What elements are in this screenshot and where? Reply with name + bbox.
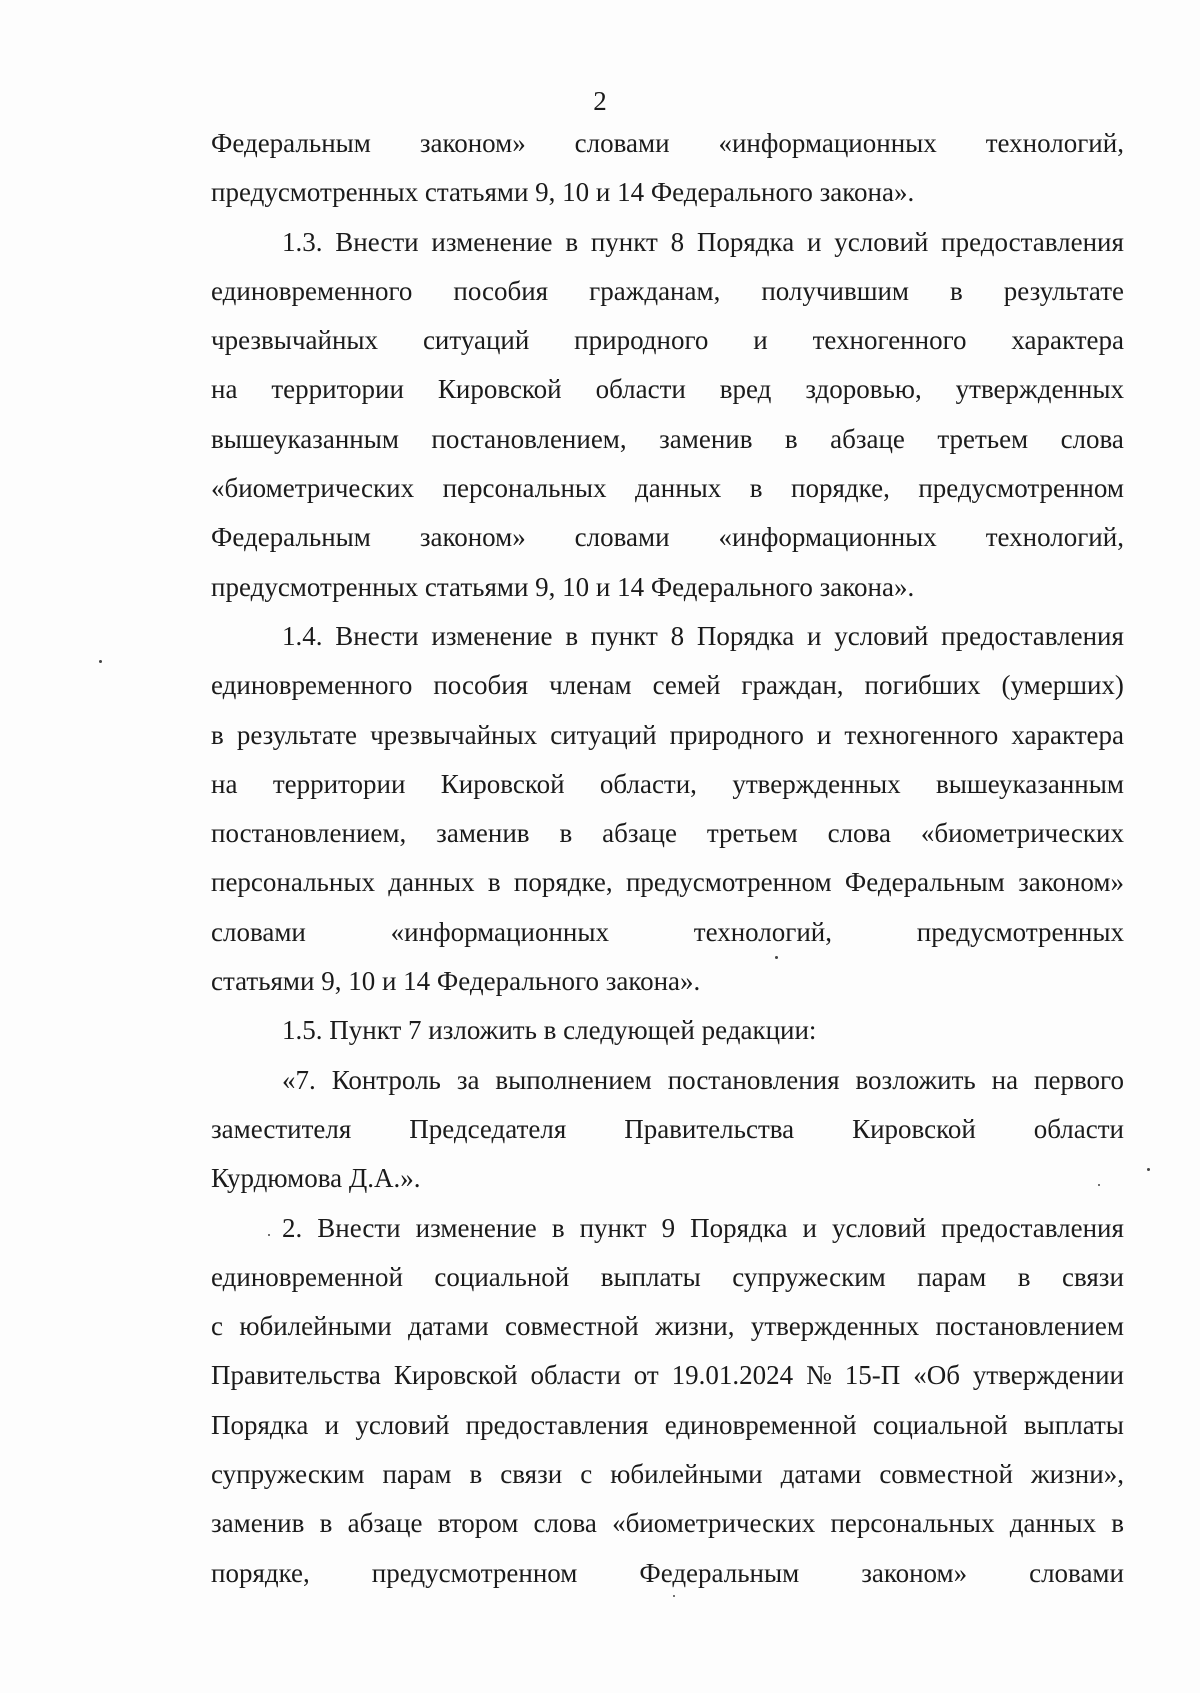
word: и bbox=[802, 1212, 817, 1243]
word: слова bbox=[533, 1508, 597, 1539]
text-line bbox=[211, 809, 1124, 858]
word: и bbox=[816, 719, 832, 750]
word: гражданам, bbox=[589, 275, 721, 306]
word: утвержденных bbox=[955, 374, 1124, 405]
word: на bbox=[991, 1064, 1019, 1095]
word: Кировской bbox=[440, 768, 565, 799]
word: персональных bbox=[830, 1508, 995, 1539]
word: единовременной bbox=[664, 1409, 857, 1440]
word: погибших bbox=[864, 670, 981, 701]
word: законом» bbox=[861, 1557, 968, 1588]
word: в bbox=[319, 1508, 333, 1539]
word: единовременного bbox=[211, 275, 413, 306]
word: «информационных bbox=[390, 916, 609, 947]
word: Порядка bbox=[696, 226, 795, 257]
word: словами bbox=[574, 128, 670, 158]
scan-speck bbox=[99, 660, 102, 663]
word: парам bbox=[382, 1459, 452, 1490]
word: условий bbox=[834, 620, 929, 651]
word: заменив bbox=[436, 818, 530, 849]
text-line bbox=[211, 1204, 1124, 1253]
word: порядке, bbox=[791, 473, 890, 504]
word: в bbox=[1111, 1508, 1124, 1539]
word: (умерших) bbox=[1001, 670, 1124, 701]
text-line bbox=[211, 1302, 1124, 1351]
word: первого bbox=[1034, 1064, 1124, 1095]
text-line bbox=[211, 1056, 1124, 1105]
word: выплаты bbox=[600, 1261, 701, 1292]
word: связи bbox=[500, 1459, 563, 1490]
word: третьем bbox=[937, 423, 1029, 454]
word: жизни», bbox=[1031, 1459, 1124, 1490]
word: результате bbox=[236, 719, 357, 750]
word: Федеральным bbox=[844, 867, 1005, 898]
word: в bbox=[211, 719, 224, 750]
word: техногенного bbox=[844, 719, 999, 750]
word: территории bbox=[272, 768, 406, 799]
word: ситуаций bbox=[550, 719, 657, 750]
word: в bbox=[551, 1212, 565, 1243]
word: и bbox=[807, 620, 822, 651]
word: абзаце bbox=[830, 423, 905, 454]
word: области bbox=[530, 1360, 621, 1391]
word: постановлением, bbox=[211, 818, 407, 849]
word: предусмотренном bbox=[371, 1557, 578, 1588]
word: данных bbox=[1009, 1508, 1096, 1539]
text-line bbox=[211, 267, 1124, 316]
word: области bbox=[595, 374, 686, 405]
word: Порядка bbox=[690, 1212, 788, 1243]
word: природного bbox=[574, 325, 709, 356]
word: законом» bbox=[1018, 867, 1124, 898]
word: предоставления bbox=[941, 226, 1124, 257]
word: Внести bbox=[317, 1212, 401, 1243]
word: единовременной bbox=[211, 1261, 403, 1292]
text-line bbox=[211, 365, 1124, 414]
word: Внести bbox=[335, 620, 419, 651]
word: технологий, bbox=[985, 128, 1124, 158]
word: Федеральным bbox=[211, 128, 371, 158]
word: членам bbox=[549, 670, 632, 701]
word: заменив bbox=[659, 423, 753, 454]
word: в bbox=[784, 423, 798, 454]
word: вред bbox=[719, 374, 772, 405]
text-line: 1.5. Пункт 7 изложить в следующей редакции: bbox=[282, 1015, 817, 1046]
word: Кировской bbox=[393, 1360, 518, 1391]
word: Федеральным bbox=[211, 522, 371, 553]
word: Контроль bbox=[331, 1064, 441, 1095]
word: выполнением bbox=[495, 1064, 652, 1095]
word: с bbox=[211, 1311, 223, 1342]
text-line bbox=[211, 858, 1124, 907]
word: словами bbox=[574, 522, 670, 553]
word: порядке, bbox=[211, 1557, 310, 1588]
word: граждан, bbox=[741, 670, 844, 701]
word: «биометрических bbox=[612, 1508, 816, 1539]
word: 9 bbox=[661, 1212, 676, 1243]
word: и bbox=[753, 325, 768, 356]
word: Кировской bbox=[437, 374, 562, 405]
word: техногенного bbox=[812, 325, 967, 356]
word: «биометрических bbox=[211, 473, 415, 504]
word: социальной bbox=[434, 1261, 570, 1292]
word: предоставления bbox=[465, 1409, 649, 1440]
word: вышеуказанным bbox=[211, 423, 399, 454]
word: области bbox=[1033, 1113, 1124, 1144]
word: связи bbox=[1062, 1261, 1124, 1292]
word: 19.01.2024 bbox=[671, 1360, 794, 1391]
word: юбилейными bbox=[610, 1459, 763, 1490]
word: от bbox=[633, 1360, 659, 1391]
word: и bbox=[324, 1409, 340, 1440]
word: вышеуказанным bbox=[936, 768, 1124, 799]
word: в bbox=[1017, 1261, 1031, 1292]
word: «информационных bbox=[718, 522, 937, 553]
text-line bbox=[211, 415, 1124, 464]
word: законом» bbox=[419, 522, 526, 553]
scan-speck bbox=[1098, 1184, 1100, 1186]
page-number: 2 bbox=[593, 86, 607, 116]
word: данных bbox=[388, 867, 475, 898]
word: совместной bbox=[879, 1459, 1014, 1490]
word: слова bbox=[827, 818, 891, 849]
word: третьем bbox=[706, 818, 798, 849]
word: жизни, bbox=[655, 1311, 735, 1342]
word: утверждении bbox=[972, 1360, 1124, 1391]
word: технологий, bbox=[985, 522, 1124, 553]
word: супружеским bbox=[732, 1261, 886, 1292]
word: Внести bbox=[335, 226, 419, 257]
word: персональных bbox=[211, 867, 375, 898]
text-line bbox=[211, 513, 1124, 562]
word: в bbox=[559, 818, 573, 849]
word: пособия bbox=[433, 670, 529, 701]
text-line: предусмотренных статьями 9, 10 и 14 Федерального закона». bbox=[211, 177, 915, 208]
word: постановления bbox=[667, 1064, 840, 1095]
word: чрезвычайных bbox=[211, 325, 379, 356]
word: на bbox=[211, 768, 238, 799]
word: Правительства bbox=[211, 1360, 381, 1391]
text-line: статьями 9, 10 и 14 Федерального закона». bbox=[211, 966, 701, 997]
text-line bbox=[211, 760, 1124, 809]
word: ситуаций bbox=[422, 325, 530, 356]
word: условий bbox=[832, 1212, 927, 1243]
word: чрезвычайных bbox=[370, 719, 538, 750]
word: природного bbox=[669, 719, 804, 750]
word: 1.4. bbox=[282, 620, 323, 651]
word: в bbox=[950, 275, 963, 306]
word: условий bbox=[834, 226, 929, 257]
text-line bbox=[211, 1105, 1124, 1154]
word: 1.3. bbox=[282, 226, 323, 257]
word: словами bbox=[211, 916, 306, 947]
word: супружеским bbox=[211, 1459, 365, 1490]
word: втором bbox=[437, 1508, 519, 1539]
word: с bbox=[580, 1459, 593, 1490]
word: пункт bbox=[579, 1212, 647, 1243]
word: парам bbox=[917, 1261, 987, 1292]
word: изменение bbox=[431, 620, 553, 651]
word: № bbox=[806, 1360, 832, 1391]
word: предоставления bbox=[941, 1212, 1124, 1243]
word: «биометрических bbox=[920, 818, 1124, 849]
text-line bbox=[211, 464, 1124, 513]
text-line bbox=[211, 316, 1124, 365]
word: персональных bbox=[442, 473, 607, 504]
word: Правительства bbox=[624, 1113, 795, 1144]
word: единовременного bbox=[211, 670, 413, 701]
word: предусмотренном bbox=[625, 867, 832, 898]
word: утвержденных bbox=[732, 768, 901, 799]
text-line bbox=[211, 1351, 1124, 1400]
word: постановлением, bbox=[431, 423, 627, 454]
text-line bbox=[211, 908, 1124, 957]
word: условий bbox=[355, 1409, 450, 1440]
word: получившим bbox=[761, 275, 910, 306]
word: и bbox=[807, 226, 822, 257]
text-line bbox=[211, 711, 1124, 760]
word: заместителя bbox=[211, 1113, 352, 1144]
word: предусмотренных bbox=[916, 916, 1124, 947]
word: заменив bbox=[211, 1508, 305, 1539]
word: Порядка bbox=[696, 620, 795, 651]
word: совместной bbox=[505, 1311, 639, 1342]
word: 8 bbox=[670, 226, 685, 257]
word: характера bbox=[1011, 325, 1124, 356]
word: возложить bbox=[855, 1064, 976, 1095]
scan-speck bbox=[673, 1595, 675, 1597]
word: Кировской bbox=[852, 1113, 976, 1144]
text-line bbox=[211, 1450, 1124, 1499]
scan-speck bbox=[268, 1234, 270, 1236]
word: 8 bbox=[670, 620, 685, 651]
word: 2. bbox=[282, 1212, 303, 1243]
word: здоровью, bbox=[805, 374, 922, 405]
word: предоставления bbox=[941, 620, 1124, 651]
word: за bbox=[456, 1064, 480, 1095]
word: на bbox=[211, 374, 238, 405]
word: 15-П bbox=[844, 1360, 901, 1391]
word: в bbox=[749, 473, 763, 504]
word: семей bbox=[652, 670, 721, 701]
word: в bbox=[565, 226, 579, 257]
word: утвержденных bbox=[750, 1311, 920, 1342]
word: датами bbox=[408, 1311, 489, 1342]
word: выплаты bbox=[1023, 1409, 1124, 1440]
word: предусмотренном bbox=[918, 473, 1124, 504]
word: характера bbox=[1011, 719, 1124, 750]
word: словами bbox=[1029, 1557, 1124, 1588]
word: слова bbox=[1060, 423, 1124, 454]
word: абзаце bbox=[347, 1508, 423, 1539]
word: абзаце bbox=[602, 818, 677, 849]
word: в bbox=[565, 620, 579, 651]
scan-speck bbox=[775, 956, 778, 959]
word: социальной bbox=[872, 1409, 1008, 1440]
word: юбилейными bbox=[239, 1311, 392, 1342]
word: результате bbox=[1003, 275, 1124, 306]
word: изменение bbox=[431, 226, 553, 257]
word: датами bbox=[780, 1459, 862, 1490]
text-line bbox=[211, 661, 1124, 710]
word: в bbox=[469, 1459, 483, 1490]
text-line bbox=[211, 1253, 1124, 1302]
document-body bbox=[211, 119, 1124, 1598]
text-line bbox=[211, 119, 1124, 168]
word: законом» bbox=[419, 128, 526, 158]
word: «информационных bbox=[718, 128, 937, 158]
text-line bbox=[211, 612, 1124, 661]
word: технологий, bbox=[693, 916, 832, 947]
text-line bbox=[211, 1549, 1124, 1598]
text-line bbox=[211, 1401, 1124, 1450]
word: пособия bbox=[453, 275, 549, 306]
word: Порядка bbox=[211, 1409, 309, 1440]
word: в bbox=[487, 867, 501, 898]
word: территории bbox=[271, 374, 404, 405]
word: Федеральным bbox=[639, 1557, 800, 1588]
word: области, bbox=[599, 768, 697, 799]
text-line bbox=[211, 218, 1124, 267]
word: «Об bbox=[913, 1360, 960, 1391]
word: пункт bbox=[590, 620, 658, 651]
word: пункт bbox=[590, 226, 658, 257]
word: Председателя bbox=[409, 1113, 567, 1144]
word: постановлением bbox=[935, 1311, 1124, 1342]
text-line: предусмотренных статьями 9, 10 и 14 Федерального закона». bbox=[211, 571, 915, 602]
word: порядке, bbox=[513, 867, 613, 898]
text-line bbox=[211, 1499, 1124, 1548]
text-line: Курдюмова Д.А.». bbox=[211, 1163, 421, 1194]
scan-speck bbox=[1147, 1168, 1150, 1171]
word: данных bbox=[635, 473, 722, 504]
word: «7. bbox=[282, 1064, 316, 1095]
word: изменение bbox=[415, 1212, 537, 1243]
